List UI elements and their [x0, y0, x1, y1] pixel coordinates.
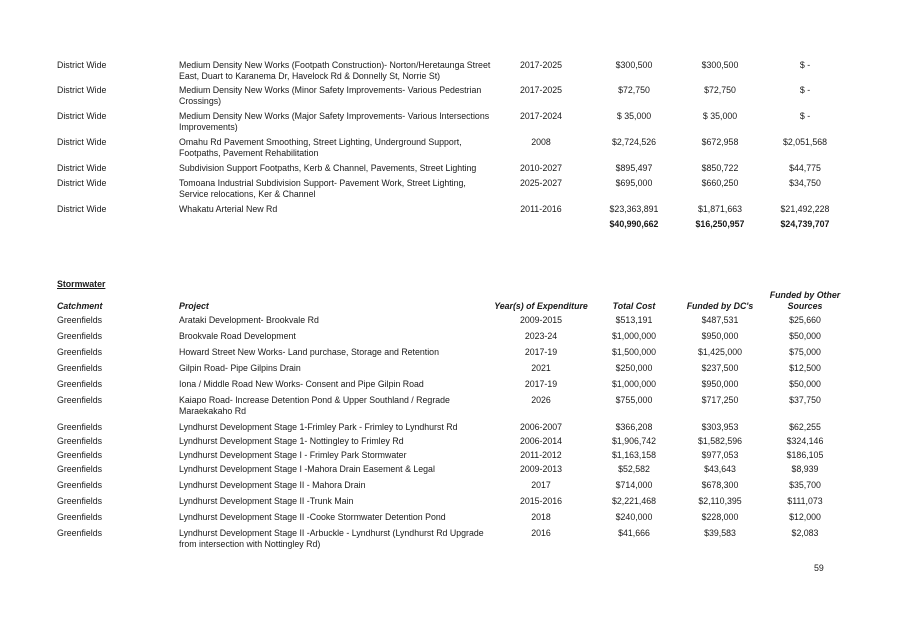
- other-funded-cell: $50,000: [789, 379, 821, 389]
- area-cell: District Wide: [57, 178, 107, 188]
- project-cell: Tomoana Industrial Subdivision Support- Pavement Work, Street Lighting, Service relocations, Ker & Channel: [179, 178, 466, 199]
- total-cost-cell: $250,000: [615, 363, 653, 373]
- project-cell: Medium Density New Works (Major Safety Improvements- Various Intersections Improvements): [179, 111, 490, 132]
- years-cell: 2011-2012: [520, 450, 562, 460]
- catchment-cell: Greenfields: [57, 347, 102, 357]
- other-funded-cell: $ -: [799, 111, 811, 121]
- project-cell: Lyndhurst Development Stage I -Mahora Drain Easement & Legal: [179, 464, 435, 474]
- table-row: [57, 422, 847, 436]
- years-cell: 2026: [531, 395, 551, 405]
- other-funded-cell: $ -: [799, 60, 811, 70]
- catchment-cell: Greenfields: [57, 395, 102, 405]
- table-row: [57, 85, 847, 111]
- total-cost-cell: $72,750: [618, 85, 650, 95]
- table-row: [57, 480, 847, 496]
- area-cell: District Wide: [57, 137, 107, 147]
- table-row: [57, 347, 847, 363]
- table-row: [57, 331, 847, 347]
- dc-funded-cell: $ 35,000: [702, 111, 738, 121]
- total-cost-cell: $513,191: [615, 315, 653, 325]
- table-row: [57, 163, 847, 178]
- dc-funded-cell: $43,643: [704, 464, 736, 474]
- other-funded-cell: $2,051,568: [782, 137, 828, 147]
- dc-funded-header: Funded by DC's: [686, 301, 754, 311]
- project-cell: Omahu Rd Pavement Smoothing, Street Lighting, Underground Support, Footpaths, Pavement Rehabilitation: [179, 137, 462, 158]
- total-cost-cell: $714,000: [615, 480, 653, 490]
- area-cell: District Wide: [57, 111, 107, 121]
- years-cell: 2010-2027: [519, 163, 563, 173]
- project-cell: Lyndhurst Development Stage 1- Nottingley to Frimley Rd: [179, 436, 404, 446]
- years-cell: 2017: [531, 480, 551, 490]
- dc-funded-cell: $672,958: [701, 137, 739, 147]
- years-cell: 2016: [531, 528, 551, 538]
- dc-funded-cell: $950,000: [701, 379, 739, 389]
- area-cell: District Wide: [57, 163, 107, 173]
- years-cell: 2009-2013: [519, 464, 563, 474]
- dc-funded-cell: $678,300: [701, 480, 739, 490]
- years-cell: 2021: [531, 363, 551, 373]
- project-cell: Iona / Middle Road New Works- Consent and Pipe Gilpin Road: [179, 379, 424, 389]
- table-header-row: [57, 290, 847, 315]
- table-row: [57, 137, 847, 163]
- table-row: [57, 395, 847, 422]
- project-cell: Brookvale Road Development: [179, 331, 296, 341]
- dc-funded-cell: $660,250: [701, 178, 739, 188]
- total-cost-cell: $41,666: [618, 528, 650, 538]
- dc-funded-cell: $1,425,000: [697, 347, 743, 357]
- years-cell: 2017-2025: [519, 60, 563, 70]
- area-cell: District Wide: [57, 204, 107, 214]
- catchment-cell: Greenfields: [57, 480, 102, 490]
- total-cost-cell: $2,724,526: [611, 137, 657, 147]
- other-funded-cell: $111,073: [787, 496, 823, 506]
- dc-funded-cell: $237,500: [701, 363, 739, 373]
- other-funded-cell: $25,660: [789, 315, 821, 325]
- project-cell: Whakatu Arterial New Rd: [179, 204, 278, 214]
- project-cell: Lyndhurst Development Stage 1-Frimley Park - Frimley to Lyndhurst Rd: [179, 422, 458, 432]
- years-cell: 2009-2015: [519, 315, 563, 325]
- total-cost-cell: $695,000: [615, 178, 653, 188]
- other-funded-cell: $21,492,228: [780, 204, 830, 214]
- table-row: [57, 528, 847, 555]
- dc-funded-cell: $487,531: [701, 315, 739, 325]
- total-cost-cell: $ 35,000: [616, 111, 652, 121]
- catchment-cell: Greenfields: [57, 464, 102, 474]
- years-cell: 2015-2016: [519, 496, 563, 506]
- table-row: [57, 450, 847, 464]
- other-funded-cell: $44,775: [789, 163, 821, 173]
- catchment-cell: Greenfields: [57, 436, 102, 446]
- table-row: [57, 315, 847, 331]
- dc-funded-cell: $303,953: [701, 422, 739, 432]
- years-cell: 2006-2014: [519, 436, 563, 446]
- project-cell: Lyndhurst Development Stage I - Frimley Park Stormwater: [179, 450, 407, 460]
- dc-funded-cell: $1,582,596: [697, 436, 743, 446]
- years-cell: 2017-2024: [519, 111, 563, 121]
- table-row: [57, 512, 847, 528]
- catchment-cell: Greenfields: [57, 315, 102, 325]
- project-cell: Howard Street New Works- Land purchase, Storage and Retention: [179, 347, 439, 357]
- area-cell: District Wide: [57, 60, 107, 70]
- total-cost-cell: $1,163,158: [611, 450, 657, 460]
- years-cell: 2023-24: [524, 331, 558, 341]
- other-funded-cell: $324,146: [786, 436, 824, 446]
- catchment-cell: Greenfields: [57, 363, 102, 373]
- dc-funded-cell: $717,250: [701, 395, 739, 405]
- dc-funded-cell: $2,110,395: [698, 496, 742, 506]
- years-cell: 2008: [531, 137, 551, 147]
- project-cell: Medium Density New Works (Footpath Construction)- Norton/Heretaunga Street East, Duart to Karanema Dr, Havelock Rd & Donnelly St, Norrie St): [179, 60, 491, 81]
- years-cell: 2017-2025: [519, 85, 563, 95]
- catchment-cell: Greenfields: [57, 422, 102, 432]
- other-funded-cell: $2,083: [791, 528, 819, 538]
- total-cost-header: Total Cost: [612, 301, 656, 311]
- catchment-cell: Greenfields: [57, 450, 102, 460]
- page-number: 59: [814, 563, 824, 573]
- area-cell: District Wide: [57, 85, 107, 95]
- total-cost-cell: $1,000,000: [611, 331, 657, 341]
- total-cost-cell: $2,221,468: [611, 496, 657, 506]
- project-cell: Kaiapo Road- Increase Detention Pond & Upper Southland / Regrade Maraekakaho Rd: [179, 395, 450, 416]
- project-cell: Lyndhurst Development Stage II -Arbuckle - Lyndhurst (Lyndhurst Rd Upgrade from intersection with Nottingley Rd): [179, 528, 484, 549]
- other-funded-cell: $62,255: [789, 422, 821, 432]
- dc-funded-cell: $300,500: [701, 60, 739, 70]
- project-cell: Lyndhurst Development Stage II -Trunk Main: [179, 496, 354, 506]
- total-cost-cell: $1,906,742: [611, 436, 657, 446]
- table-row: [57, 496, 847, 512]
- project-cell: Subdivision Support Footpaths, Kerb & Channel, Pavements, Street Lighting: [179, 163, 477, 173]
- catchment-cell: Greenfields: [57, 528, 102, 538]
- catchment-header: Catchment: [57, 301, 103, 311]
- project-cell: Medium Density New Works (Minor Safety Improvements- Various Pedestrian Crossings): [179, 85, 482, 106]
- total-cost-cell: $300,500: [615, 60, 653, 70]
- grand-total-other: $24,739,707: [780, 219, 830, 229]
- project-header: Project: [179, 301, 209, 311]
- other-funded-cell: $12,000: [789, 512, 821, 522]
- total-cost-cell: $1,500,000: [611, 347, 657, 357]
- total-cost-cell: $240,000: [615, 512, 653, 522]
- dc-funded-cell: $72,750: [704, 85, 736, 95]
- total-cost-cell: $366,208: [615, 422, 653, 432]
- years-cell: 2006-2007: [519, 422, 563, 432]
- years-cell: 2025-2027: [519, 178, 563, 188]
- other-funded-cell: $34,750: [789, 178, 821, 188]
- project-cell: Gilpin Road- Pipe Gilpins Drain: [179, 363, 301, 373]
- project-cell: Lyndhurst Development Stage II -Cooke Stormwater Detention Pond: [179, 512, 446, 522]
- project-cell: Arataki Development- Brookvale Rd: [179, 315, 319, 325]
- table-row: [57, 464, 847, 480]
- grand-total-cost: $40,990,662: [609, 219, 659, 229]
- project-cell: Lyndhurst Development Stage II - Mahora Drain: [179, 480, 366, 490]
- other-funded-cell: $ -: [799, 85, 811, 95]
- stormwater-cost-table: [57, 290, 847, 555]
- other-funded-cell: $37,750: [789, 395, 821, 405]
- dc-funded-cell: $39,583: [704, 528, 736, 538]
- table-row: [57, 379, 847, 395]
- other-funded-cell: $75,000: [789, 347, 821, 357]
- catchment-cell: Greenfields: [57, 512, 102, 522]
- table-row: [57, 111, 847, 137]
- totals-row: [57, 219, 847, 234]
- total-cost-cell: $23,363,891: [609, 204, 659, 214]
- years-cell: 2011-2016: [520, 204, 562, 214]
- other-funded-cell: $50,000: [789, 331, 821, 341]
- other-funded-cell: $186,105: [786, 450, 824, 460]
- total-cost-cell: $52,582: [618, 464, 650, 474]
- table-row: [57, 204, 847, 219]
- other-funded-cell: $8,939: [791, 464, 819, 474]
- table-row: [57, 436, 847, 450]
- dc-funded-cell: $1,871,663: [697, 204, 743, 214]
- years-header: Year(s) of Expenditure: [494, 301, 588, 311]
- dc-funded-cell: $950,000: [701, 331, 739, 341]
- catchment-cell: Greenfields: [57, 331, 102, 341]
- total-cost-cell: $755,000: [615, 395, 653, 405]
- years-cell: 2017-19: [524, 347, 558, 357]
- dc-funded-cell: $228,000: [701, 512, 739, 522]
- grand-total-dc: $16,250,957: [695, 219, 745, 229]
- years-cell: 2017-19: [524, 379, 558, 389]
- table-row: [57, 363, 847, 379]
- catchment-cell: Greenfields: [57, 379, 102, 389]
- years-cell: 2018: [531, 512, 551, 522]
- dc-funded-cell: $977,053: [701, 450, 739, 460]
- total-cost-cell: $895,497: [615, 163, 653, 173]
- total-cost-cell: $1,000,000: [611, 379, 657, 389]
- catchment-cell: Greenfields: [57, 496, 102, 506]
- other-funded-cell: $35,700: [789, 480, 821, 490]
- table-row: [57, 178, 847, 204]
- other-funded-cell: $12,500: [789, 363, 821, 373]
- stormwater-section-title: Stormwater: [57, 279, 106, 289]
- other-funded-header: Funded by Other Sources: [769, 290, 841, 311]
- table-row: [57, 60, 847, 85]
- dc-funded-cell: $850,722: [701, 163, 739, 173]
- roading-cost-table: [57, 60, 847, 234]
